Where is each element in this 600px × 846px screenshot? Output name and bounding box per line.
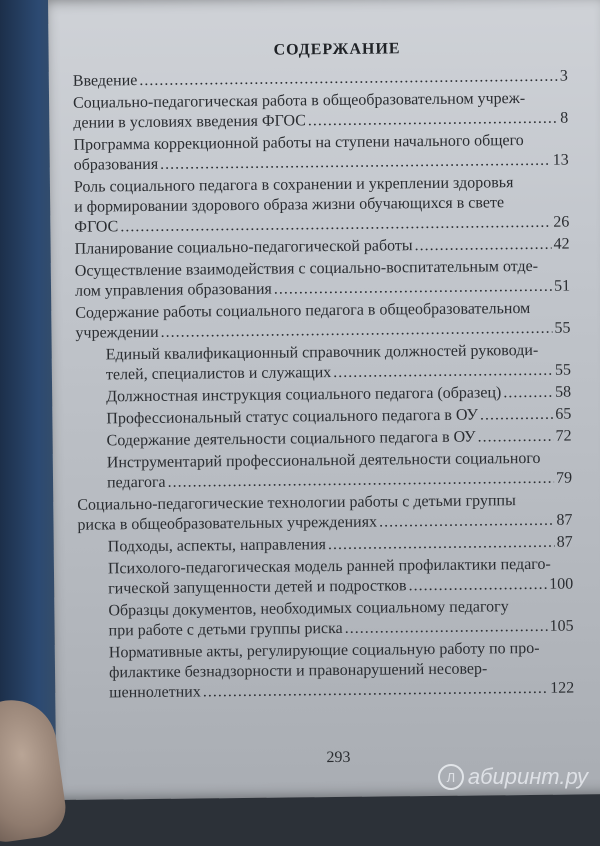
toc-entry-title: шеннолетних [109, 683, 201, 702]
dot-leader [503, 383, 553, 404]
toc-entry-last-line [75, 277, 570, 302]
toc-entry [75, 257, 570, 302]
toc-entry-page: 79 [555, 469, 573, 487]
toc-entry-page: 87 [556, 533, 573, 551]
toc-entry-last-line [75, 235, 570, 260]
toc-entry-line: Содержание работы социального педагога в общеобразовательном [75, 299, 531, 322]
toc-entry-title: ФГОС [74, 218, 119, 236]
labirint-logo-icon: Л [438, 764, 464, 790]
toc-entry-title: педагога [106, 473, 166, 492]
toc-entry-title: учреждении [75, 323, 159, 342]
toc-entry-line: Нормативные акты, регулирующие социальную работу по про- [108, 639, 540, 662]
toc-entry-page: 51 [553, 277, 571, 295]
toc-entry-page: 100 [549, 575, 574, 593]
toc-entry-title: образования [73, 155, 159, 174]
toc-entry [73, 89, 568, 134]
toc-entry [79, 639, 575, 704]
toc-entry-last-line [77, 511, 572, 536]
toc-entry [75, 299, 570, 344]
toc-entry-last-line [74, 151, 569, 176]
toc-entry-page: 55 [554, 319, 571, 337]
toc-entry-last-line [73, 67, 568, 92]
dot-leader [139, 67, 558, 91]
toc-entry-line: Психолого-педагогическая модель ранней профилактики педаго- [107, 555, 551, 578]
book-page [48, 0, 600, 800]
toc-entry-page: 8 [560, 109, 569, 127]
toc-entry-page: 65 [555, 405, 572, 423]
toc-entry [78, 555, 573, 600]
toc-entry-title: Введение [72, 72, 138, 90]
toc-entry-last-line [106, 383, 571, 408]
toc-entry [78, 597, 573, 642]
toc-entry [77, 449, 572, 494]
toc-entry-title: телей, специалистов и служащих [105, 364, 332, 384]
toc-entry-line: филактике безнадзорности и правонарушений несовер- [108, 660, 488, 682]
toc-entry-page: 105 [549, 617, 574, 635]
toc-entry-last-line [107, 469, 572, 494]
page-title: СОДЕРЖАНИЕ [273, 40, 401, 59]
toc-entry-line: Роль социального педагога в сохранении и укреплении здоровья [73, 174, 514, 196]
toc-entry-title: Планирование социально-педагогической работы [74, 237, 413, 258]
dot-leader [333, 361, 553, 383]
toc-entry-page: 122 [550, 679, 575, 697]
toc-entry [73, 131, 568, 176]
dot-leader [415, 235, 552, 256]
toc-entry [78, 533, 573, 558]
toc-entry [73, 67, 568, 92]
toc-entry-title: Должностная инструкция социального педагога (образец) [106, 384, 502, 406]
dot-leader [477, 427, 553, 448]
toc-entry-line: Образцы документов, необходимых социальному педагогу [108, 598, 509, 620]
toc-entry-last-line [108, 533, 573, 558]
toc-entry-title: Подходы, аспекты, направления [107, 536, 327, 556]
toc-entry-last-line [106, 361, 571, 386]
dot-leader [328, 533, 555, 555]
toc-entry-last-line [106, 405, 571, 430]
toc-entry-title: дении в условиях введения ФГОС [73, 112, 306, 132]
dot-leader [161, 319, 553, 343]
toc-entry-page: 42 [553, 235, 570, 253]
toc-entry-title: Содержание деятельности социального педагога в ОУ [106, 428, 476, 450]
toc-entry-page: 87 [556, 511, 573, 529]
toc-entry-last-line [75, 319, 570, 344]
dot-leader [274, 277, 552, 300]
toc-entry [74, 173, 570, 238]
dot-leader [160, 151, 551, 175]
watermark-text: абиринт.ру [467, 764, 588, 789]
dot-leader [379, 511, 555, 533]
toc-entry [75, 235, 570, 260]
toc-entry-page: 13 [552, 151, 569, 169]
toc-entry-page: 55 [554, 361, 571, 379]
toc-entry-title: Профессиональный статус социального педагога в ОУ [106, 406, 479, 428]
toc-entry-last-line [109, 679, 574, 704]
toc-entry-line: Программа коррекционной работы на ступени начального общего [73, 132, 524, 154]
toc-entry-page: 72 [555, 427, 572, 445]
toc-entry-page: 3 [559, 67, 568, 85]
toc-entry-title: лом управления образования [74, 280, 272, 300]
toc-entry-line: Социально-педагогические технологии работы с детьми группы [77, 492, 516, 514]
toc-entry-line: и формировании здорового образа жизни обучающихся в свете [74, 194, 505, 216]
dot-leader [308, 109, 559, 132]
toc-entry-line: Инструментарий профессиональной деятельности социального [106, 449, 541, 472]
watermark [438, 764, 588, 790]
toc-entry-last-line [109, 617, 574, 642]
toc-entry-page: 58 [555, 383, 572, 401]
toc-entry-line: Осуществление взаимодействия с социально-воспитательным отде- [74, 257, 539, 280]
toc-entry-title: при работе с детьми группы риска [108, 619, 343, 640]
toc-entry [77, 491, 572, 536]
toc-entry-line: Единый квалификационный справочник должностей руководи- [105, 341, 539, 364]
dot-leader [408, 575, 547, 596]
toc-entry-page: 26 [553, 213, 570, 231]
dot-leader [203, 679, 549, 703]
dot-leader [480, 405, 554, 426]
toc-entry-last-line [108, 575, 573, 600]
toc-entry [76, 383, 571, 408]
dot-leader [167, 469, 554, 493]
table-of-contents [73, 67, 575, 706]
toc-entry-title: риска в общеобразовательных учреждениях [77, 513, 378, 534]
toc-entry-last-line [74, 213, 569, 238]
toc-entry [76, 405, 571, 430]
dot-leader [120, 213, 551, 238]
page-number: 293 [326, 748, 351, 767]
toc-entry [76, 341, 571, 386]
toc-entry-title: гической запущенности детей и подростков [108, 577, 407, 598]
toc-entry [77, 427, 572, 452]
toc-entry-last-line [107, 427, 572, 452]
toc-entry-last-line [73, 109, 568, 134]
dot-leader [345, 617, 548, 639]
toc-entry-line: Социально-педагогическая работа в общеобразовательном учреж- [72, 90, 526, 112]
